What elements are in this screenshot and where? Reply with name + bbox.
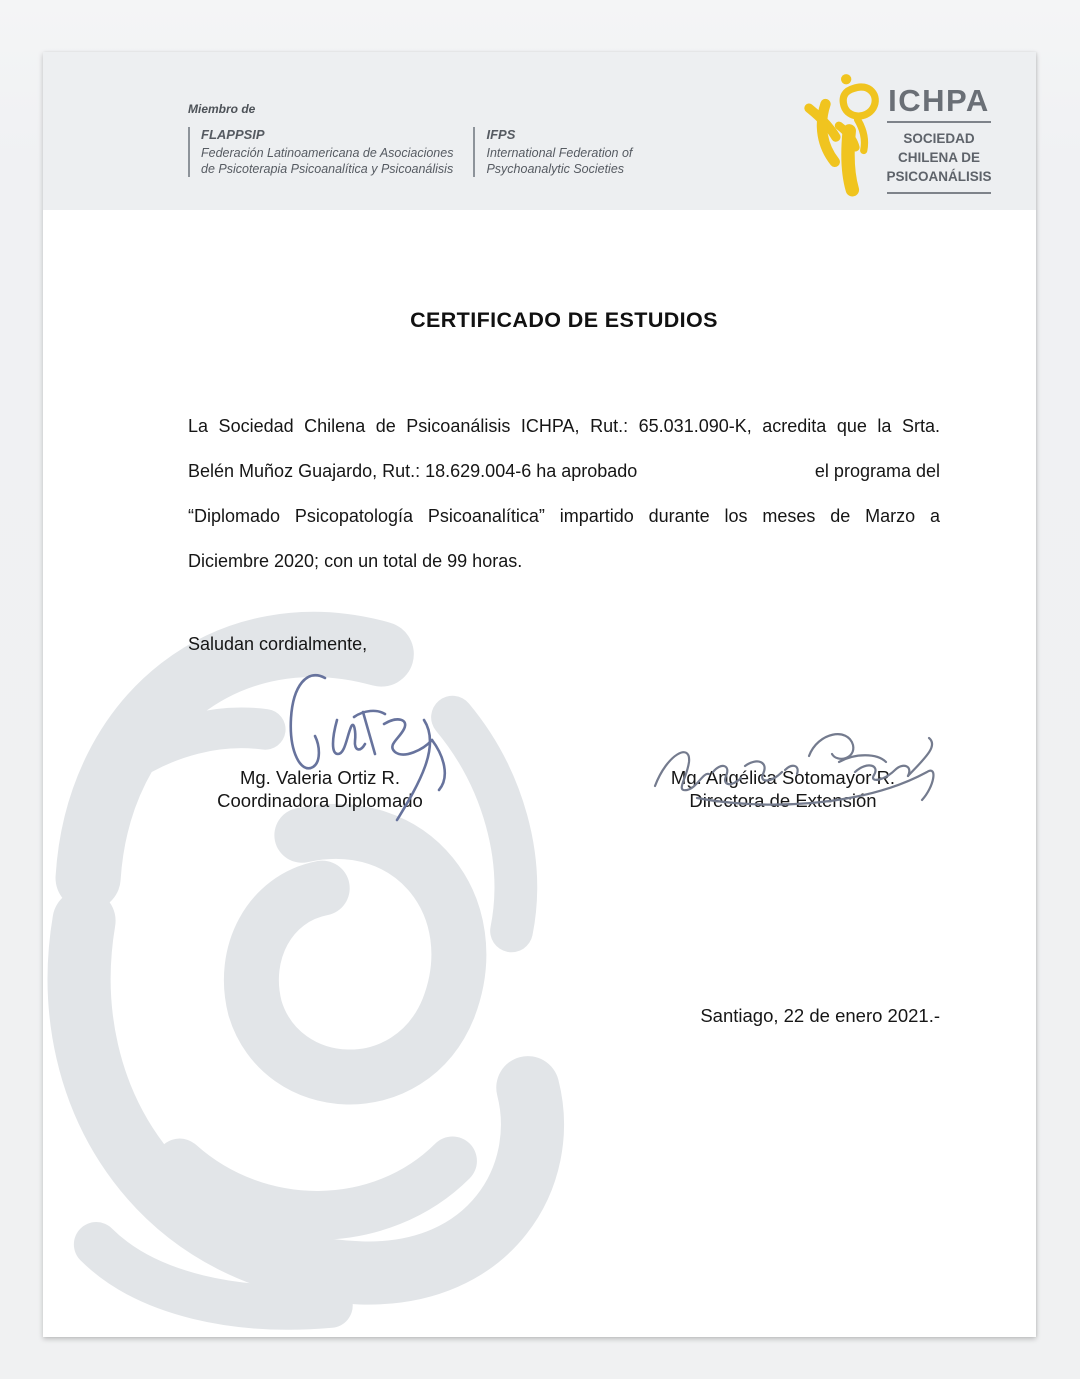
ichpa-acronym: ICHPA (888, 83, 990, 118)
certificate-title: CERTIFICADO DE ESTUDIOS (410, 308, 718, 332)
body-line-2-right: el programa del (814, 461, 940, 481)
body-line-3: “Diplomado Psicopatología Psicoanalítica” impartido durante los meses de Marzo a (188, 506, 940, 526)
closing-salutation: Saludan cordialmente, (188, 634, 368, 654)
membership-block (188, 102, 652, 177)
logo-name-line: SOCIEDAD (903, 131, 975, 146)
ichpa-figure-icon (795, 72, 887, 198)
body-line-2-left: Belén Muñoz Guajardo, Rut.: 18.629.004-6 ha aprobado (188, 461, 638, 481)
logo-name-line: CHILENA DE (897, 150, 980, 165)
signatory-right (618, 766, 948, 812)
body-line-1: La Sociedad Chilena de Psicoanálisis ICHPA, Rut.: 65.031.090-K, acredita que la Srta. (188, 416, 940, 436)
org-line: Federación Latinoamericana de Asociaciones (201, 146, 454, 160)
org-abbr: FLAPPSIP (201, 127, 265, 142)
signatory-role: Directora de Extensión (689, 790, 877, 811)
certificate-paragraph (188, 404, 940, 584)
logo-name-line: PSICOANÁLISIS (886, 169, 992, 184)
ichpa-wordmark (885, 84, 993, 194)
membership-orgs (188, 127, 652, 177)
membership-label: Miembro de (188, 102, 256, 116)
body-line-2 (188, 449, 940, 494)
signatory-name: Mg. Valeria Ortiz R. (239, 767, 401, 788)
org-line: de Psicoterapia Psicoanalítica y Psicoanálisis (201, 162, 454, 176)
letterhead-band (43, 52, 1036, 210)
org-flappsip (188, 127, 453, 177)
org-ifps (473, 127, 632, 177)
org-line: International Federation of (486, 146, 633, 160)
signatory-role: Coordinadora Diplomado (217, 790, 423, 811)
logo-rule (887, 121, 991, 123)
signatory-left (155, 766, 485, 812)
dateline: Santiago, 22 de enero 2021.- (700, 1005, 940, 1026)
body-line-4: Diciembre 2020; con un total de 99 horas. (188, 551, 523, 571)
org-line: Psychoanalytic Societies (486, 162, 625, 176)
certificate-content (43, 52, 1036, 1337)
signatory-name: Mg. Angélica Sotomayor R. (670, 767, 896, 788)
logo-rule (887, 192, 991, 194)
org-abbr: IFPS (486, 127, 516, 142)
certificate-page (43, 52, 1036, 1337)
